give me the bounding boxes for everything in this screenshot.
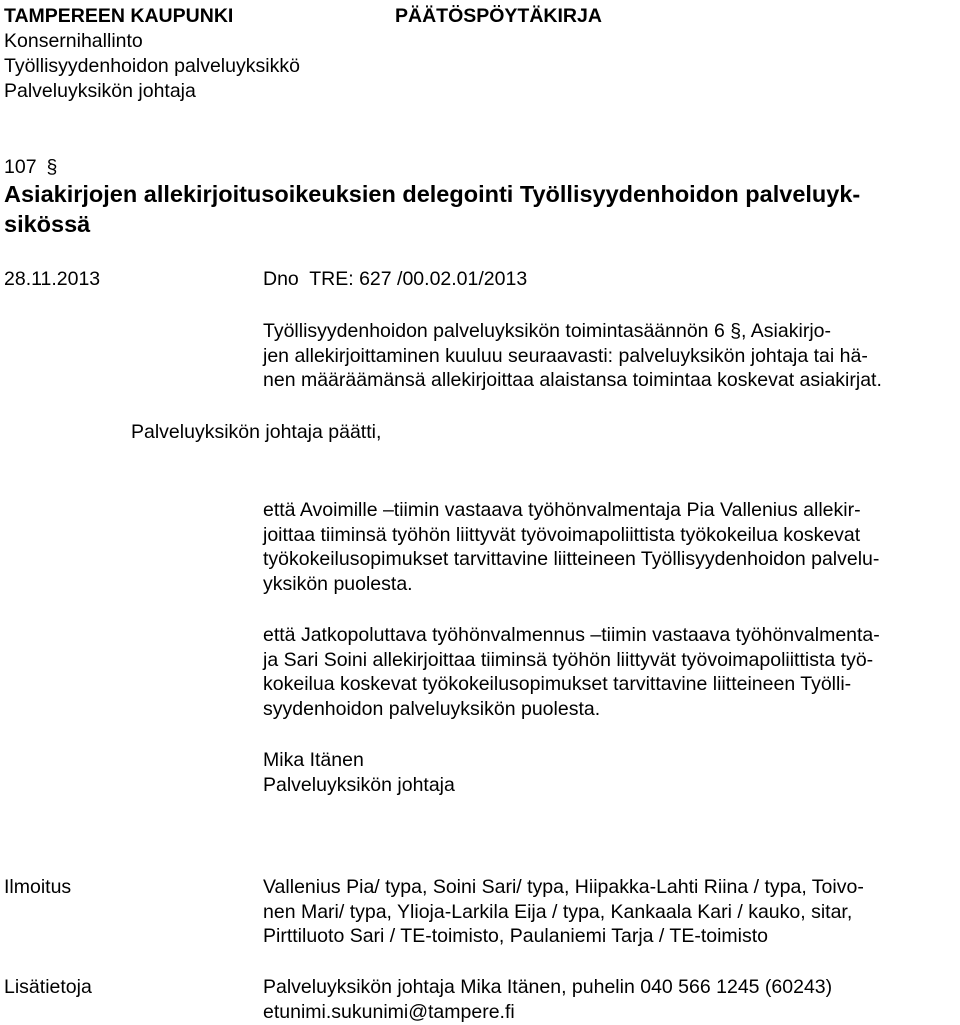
decision-line: syydenhoidon palveluyksikön puolesta.: [263, 697, 601, 720]
decision-line: joittaa tiiminsä työhön liittyvät työvoimapoliittista työkokeilua koskevat: [263, 523, 861, 546]
notice-label: Ilmoitus: [4, 876, 72, 898]
decision-line: ja Sari Soini allekirjoittaa tiiminsä työhön liittyvät työvoimapoliittista työ-: [263, 648, 874, 671]
signer-name: Mika Itänen: [263, 749, 364, 771]
more-info-contact: [263, 975, 832, 1024]
notice-line: Pirttiluoto Sari / TE-toimisto, Paulaniemi Tarja / TE-toimisto: [263, 925, 769, 947]
section-symbol: §: [46, 156, 58, 178]
decision-paragraph-2: [263, 623, 953, 721]
decision-line: että Jatkopoluttava työhönvalmennus –tiimin vastaava työhönvalmenta-: [263, 624, 880, 646]
notice-line: nen Mari/ typa, Ylioja-Larkila Eija / typa, Kankaala Kari / kauko, sitar,: [263, 900, 853, 923]
page-title-line-2: sikössä: [4, 211, 91, 237]
header-unit-3: Palveluyksikön johtaja: [4, 80, 196, 102]
decision-paragraph-1: [263, 498, 953, 596]
header-unit-1: Konsernihallinto: [4, 30, 143, 52]
intro-paragraph: [263, 319, 953, 393]
organization-name: TAMPEREEN KAUPUNKI: [4, 5, 234, 27]
intro-line: jen allekirjoittaminen kuuluu seuraavasti: palveluyksikön johtaja tai hä-: [263, 344, 868, 367]
document-type: PÄÄTÖSPÖYTÄKIRJA: [395, 5, 602, 27]
section-number-value: 107: [4, 156, 37, 178]
decision-line: yksikön puolesta.: [263, 572, 413, 595]
diary-number: Dno TRE: 627 /00.02.01/2013: [263, 268, 528, 290]
contact-line: Palveluyksikön johtaja Mika Itänen, puhelin 040 566 1245 (60243): [263, 976, 833, 998]
decision-line: että Avoimille –tiimin vastaava työhönvalmentaja Pia Vallenius allekir-: [263, 499, 861, 521]
page-title-line-1: Asiakirjojen allekirjoitusoikeuksien delegointi Työllisyydenhoidon palveluyk-: [4, 181, 861, 207]
header-unit-2: Työllisyydenhoidon palveluyksikkö: [4, 55, 300, 77]
notice-line: Vallenius Pia/ typa, Soini Sari/ typa, Hiipakka-Lahti Riina / typa, Toivo-: [263, 876, 864, 898]
more-info-label: Lisätietoja: [4, 976, 92, 998]
signer-title: Palveluyksikön johtaja: [263, 774, 455, 796]
intro-line: nen määräämänsä allekirjoittaa alaistansa toimintaa koskevat asiakirjat.: [263, 369, 882, 391]
meeting-date: 28.11.2013: [4, 268, 101, 290]
notice-recipients: [263, 875, 864, 949]
contact-email: etunimi.sukunimi@tampere.fi: [263, 1000, 515, 1023]
decision-label: Palveluyksikön johtaja päätti,: [131, 421, 382, 443]
intro-line: Työllisyydenhoidon palveluyksikön toimintasäännön 6 §, Asiakirjo-: [263, 320, 831, 342]
section-number: [4, 155, 57, 180]
decision-line: kokeilua koskevat työkokeilusopimukset tarvittavine liitteineen Työlli-: [263, 673, 852, 695]
decision-line: työkokeilusopimukset tarvittavine liitteineen Työllisyydenhoidon palvelu-: [263, 548, 880, 570]
